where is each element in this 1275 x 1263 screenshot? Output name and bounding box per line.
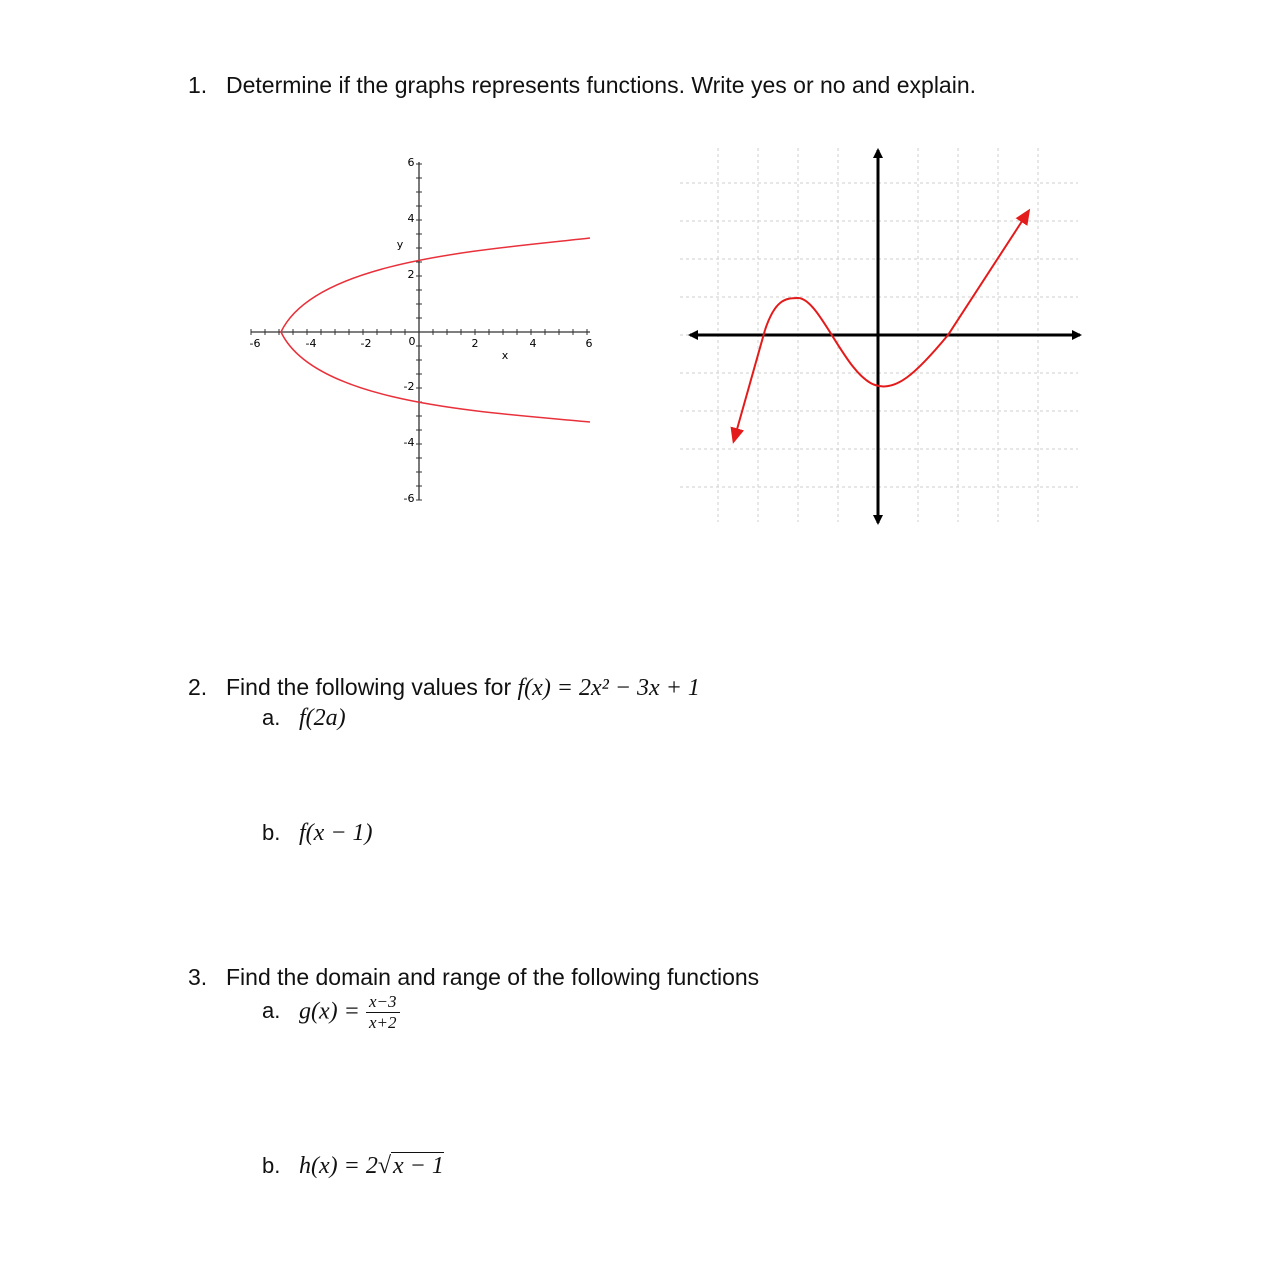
sub-label: a.: [262, 998, 281, 1024]
expression: f(x − 1): [299, 820, 373, 846]
expression-lhs: h(x) = 2: [299, 1153, 378, 1179]
radicand: x − 1: [393, 1153, 444, 1179]
question-text: Find the following values for: [226, 674, 518, 700]
question-number: 1.: [188, 72, 208, 98]
origin-label: 0: [408, 335, 416, 348]
question-number: 3.: [188, 964, 208, 990]
y-tick-label: 2: [407, 268, 415, 281]
x-tick-label: 2: [471, 337, 479, 350]
y-tick-label: -6: [403, 492, 415, 505]
question-3a: [262, 992, 400, 1033]
question-3b: [262, 1153, 444, 1180]
x-tick-label: -2: [360, 337, 372, 350]
y-tick-label: 6: [407, 156, 415, 169]
question-text: Determine if the graphs represents functions. Write yes or no and explain.: [226, 72, 977, 98]
y-tick-label: 4: [407, 212, 415, 225]
question-2a: [262, 705, 346, 732]
question-2: [188, 674, 700, 702]
question-2b: [262, 820, 373, 847]
x-tick-label: -6: [249, 337, 261, 350]
cubic-curve-lower: [734, 330, 765, 440]
function-definition: f(x) = 2x² − 3x + 1: [517, 675, 700, 701]
x-tick-label: 4: [529, 337, 537, 350]
graph-sideways-parabola: [235, 150, 605, 515]
sub-label: b.: [262, 820, 281, 845]
sub-label: b.: [262, 1153, 281, 1178]
x-tick-label: 6: [585, 337, 593, 350]
fraction: [366, 992, 400, 1033]
expression-lhs: g(x) =: [299, 998, 360, 1025]
radical-sign: √: [377, 1153, 392, 1179]
y-tick-label: -2: [403, 380, 415, 393]
question-number: 2.: [188, 674, 208, 700]
y-tick-label: -4: [403, 436, 415, 449]
x-tick-label: -4: [305, 337, 317, 350]
question-1: [188, 72, 976, 99]
parabola-curve: [281, 238, 590, 422]
graph-cubic-curve: [670, 140, 1090, 530]
x-axis-label: x: [501, 349, 509, 362]
denominator: x+2: [368, 1013, 397, 1032]
y-axis-label: y: [396, 238, 404, 251]
question-text: Find the domain and range of the following functions: [226, 964, 760, 990]
expression: f(2a): [299, 705, 346, 731]
numerator: x−3: [366, 992, 400, 1013]
question-3: [188, 964, 759, 991]
cubic-curve-upper: [765, 212, 1028, 387]
sub-label: a.: [262, 705, 281, 730]
